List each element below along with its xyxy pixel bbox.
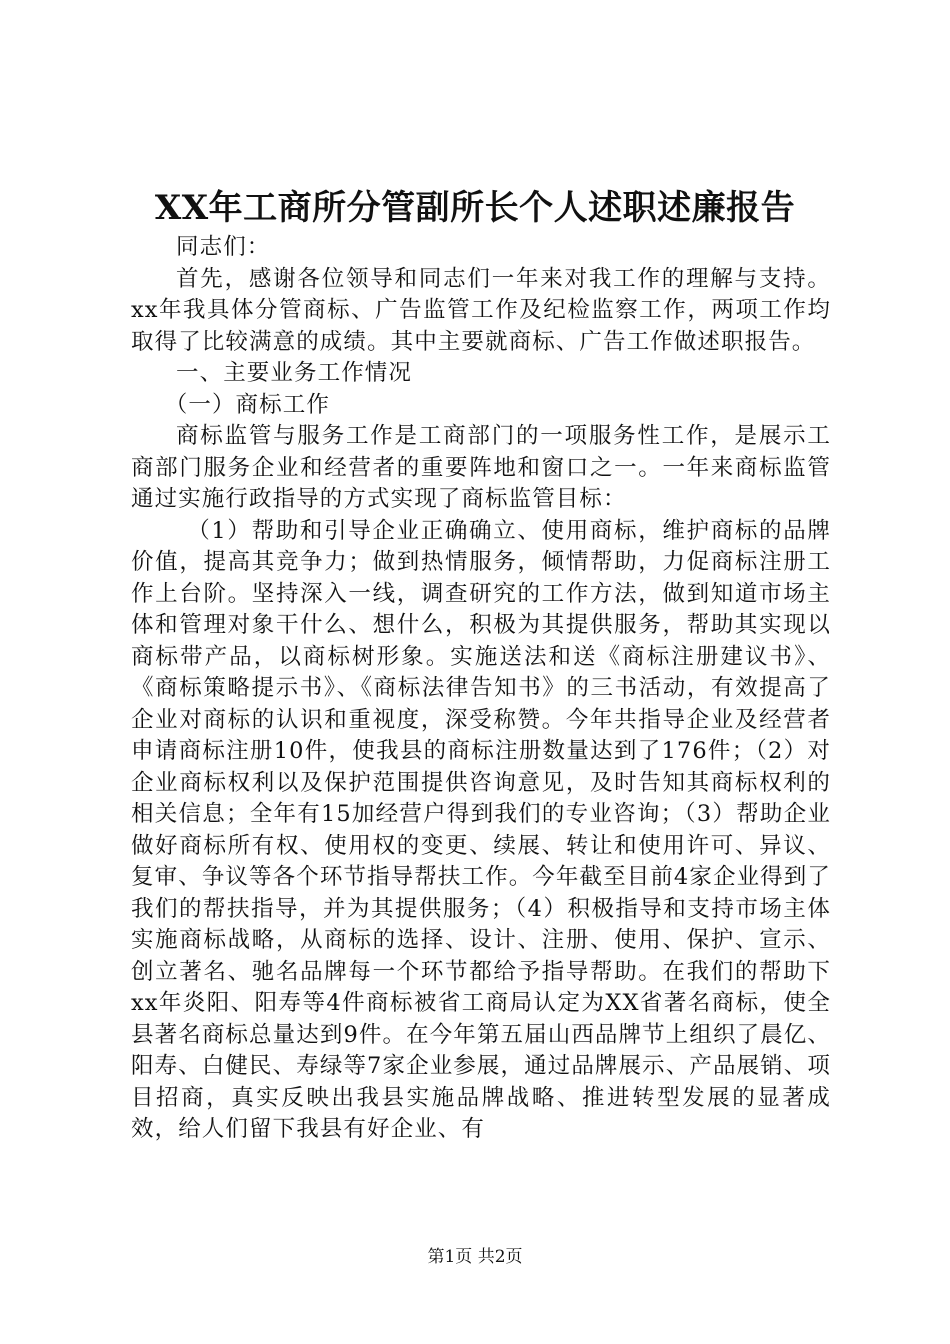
page-footer: 第1页 共2页 <box>427 1247 523 1267</box>
document-body <box>131 232 831 1146</box>
subsection-heading-trademark: （一）商标工作 <box>164 391 330 418</box>
salutation: 同志们： <box>176 234 271 260</box>
document-title: XX年工商所分管副所长个人述职述廉报告 <box>154 188 796 228</box>
paragraph-intro: 首先，感谢各位领导和同志们一年来对我工作的理解与支持。xx年我具体分管商标、广告监管工作及纪检监察工作，两项工作均取得了比较满意的成绩。其中主要就商标、广告工作做述职报告。 <box>131 265 831 355</box>
paragraph-trademark-overview: 商标监管与服务工作是工商部门的一项服务性工作，是展示工商部门服务企业和经营者的重要阵地和窗口之一。一年来商标监管通过实施行政指导的方式实现了商标监管目标： <box>131 423 831 512</box>
section-heading-main-work: 一、主要业务工作情况 <box>176 360 413 386</box>
paragraph-trademark-detail: （1）帮助和引导企业正确确立、使用商标，维护商标的品牌价值，提高其竞争力；做到热情服务，倾情帮助，力促商标注册工作上台阶。坚持深入一线，调查研究的工作方法，做到知道市场主体和管理对象干什么、想什么，积极为其提供服务，帮助其实现以商标带产品，以商标树形象。实施送法和送《商标注册建议书》、《商标策略提示书》、《商标法律告知书》的三书活动，有效提高了企业对商标的认识和重视度，深受称赞。今年共指导企业及经营者申请商标注册10件，使我县的商标注册数量达到了176件；（2）对企业商标权利以及保护范围提供咨询意见，及时告知其商标权利的相关信息；全年有15加经营户得到我们的专业咨询；（3）帮助企业做好商标所有权、使用权的变更、续展、转让和使用许可、异议、复审、争议等各个环节指导帮扶工作。今年截至目前4家企业得到了我们的帮扶指导，并为其提供服务；（4）积极指导和支持市场主体实施商标战略，从商标的选择、设计、注册、使用、保护、宣示、创立著名、驰名品牌每一个环节都给予指导帮助。在我们的帮助下xx年炎阳、阳寿等4件商标被省工商局认定为XX省著名商标，使全县著名商标总量达到9件。在今年第五届山西品牌节上组织了晨亿、阳寿、白健民、寿绿等7家企业参展，通过品牌展示、产品展销、项目招商，真实反映出我县实施品牌战略、推进转型发展的显著成效，给人们留下我县有好企业、有 <box>131 517 831 1142</box>
